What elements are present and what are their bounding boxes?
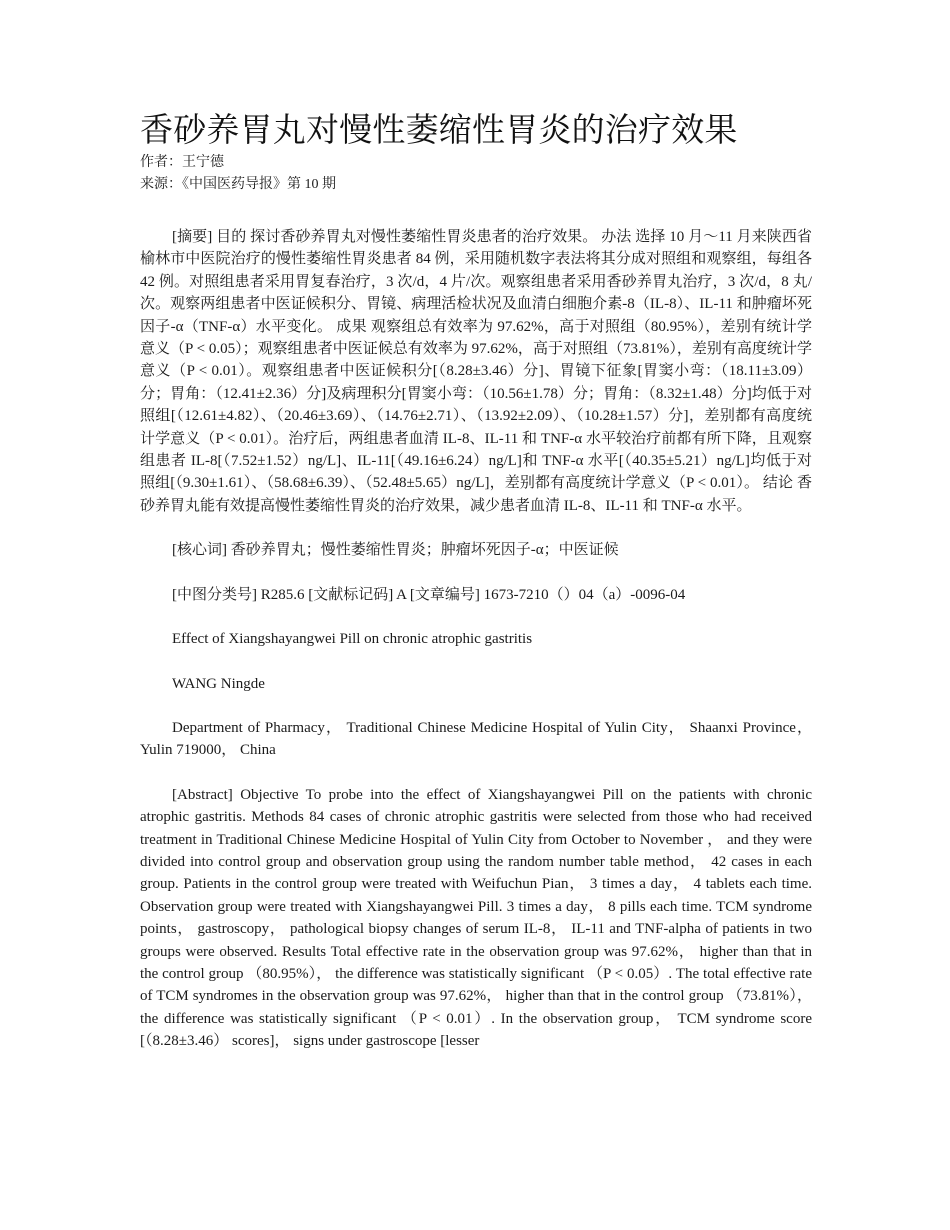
english-affiliation: Department of Pharmacy， Traditional Chinese Medicine Hospital of Yulin City， Shaanxi Province， Yulin 719000， China [140, 719, 812, 759]
english-title: Effect of Xiangshayangwei Pill on chronic atrophic gastritis [172, 631, 533, 648]
spacer [140, 762, 812, 784]
spacer [140, 562, 812, 584]
abstract-english: [Abstract] Objective To probe into the effect of Xiangshayangwei Pill on the patients with chronic atrophic gastritis. Methods 84 cases of chronic atrophic gastritis were selected from those who had received treatment in Traditional Chinese Medicine Hospital of Yulin City from October to November ， and they were divided into control group and observation group using the random number table method， 42 cases in each group. Patients in the control group were treated with Weifuchun Pian， 3 times a day， 4 tablets each time. Observation group were treated with Xiangshayangwei Pill. 3 times a day， 8 pills each time. TCM syndrome points， gastroscopy， pathological biopsy changes of serum IL-8， IL-11 and TNF-alpha of patients in two groups were observed. Results Total effective rate in the observation group was 97.62%， higher than that in the control group （80.95%）， the difference was statistically significant （P < 0.05）. The total effective rate of TCM syndromes in the observation group was 97.62%， higher than that in the control group （73.81%）， the difference was statistically significant （P < 0.01）. In the observation group， TCM syndrome score [（8.28±3.46） scores]， signs under gastroscope [lesser [140, 786, 812, 1050]
spacer [140, 517, 812, 539]
spacer [140, 651, 812, 673]
keywords-chinese: [核心词] 香砂养胃丸；慢性萎缩性胃炎；肿瘤坏死因子-α；中医证候 [172, 542, 619, 559]
english-author: WANG Ningde [172, 675, 265, 692]
paper-title: 香砂养胃丸对慢性萎缩性胃炎的治疗效果 [140, 110, 738, 149]
author-line: 作者：王宁德 [140, 155, 224, 170]
source-line: 来源：《中国医药导报》第 10 期 [140, 177, 336, 192]
classification-line: [中图分类号] R285.6 [文献标记码] A [文章编号] 1673-7210（）04（a）-0096-04 [172, 586, 686, 603]
abstract-chinese: [摘要] 目的 探讨香砂养胃丸对慢性萎缩性胃炎患者的治疗效果。 办法 选择 10 月～11 月来陕西省榆林市中医院治疗的慢性萎缩性胃炎患者 84 例，采用随机数字表法将其分成对照组和观察组，每组各 42 例。对照组患者采用胃复春治疗，3 次/d，4 片/次。观察组患者采用香砂养胃丸治疗，3 次/d，8 丸/次。观察两组患者中医证候积分、胃镜、病理活检状况及血清白细胞介素-8（IL-8）、IL-11 和肿瘤坏死因子-α（TNF-α）水平变化。 成果 观察组总有效率为 97.62%，高于对照组（80.95%），差别有统计学意义（P < 0.05）；观察组患者中医证候总有效率为 97.62%，高于对照组（73.81%），差别有高度统计学意义（P < 0.01）。观察组患者中医证候积分[（8.28±3.46）分]、胃镜下征象[胃窦小弯：（18.11±3.09）分；胃角：（12.41±2.36）分]及病理积分[胃窦小弯：（10.56±1.78）分；胃角：（8.32±1.48）分]均低于对照组[（12.61±4.82）、（20.46±3.69）、（14.76±2.71）、（13.92±2.09）、（10.28±1.57）分]，差别都有高度统计学意义（P < 0.01）。治疗后，两组患者血清 IL-8、IL-11 和 TNF-α 水平较治疗前都有所下降，且观察组患者 IL-8[（7.52±1.52）ng/L]、IL-11[（49.16±6.24）ng/L]和 TNF-α 水平[（40.35±5.21）ng/L]均低于对照组[（9.30±1.61）、（58.68±6.39）、（52.48±5.65）ng/L]，差别都有高度统计学意义（P < 0.01）。 结论 香砂养胃丸能有效提高慢性萎缩性胃炎的治疗效果，减少患者血清 IL-8、IL-11 和 TNF-α 水平。 [140, 229, 812, 514]
spacer [140, 695, 812, 717]
spacer [140, 606, 812, 628]
spacer [140, 196, 812, 226]
document-page [140, 108, 812, 1053]
